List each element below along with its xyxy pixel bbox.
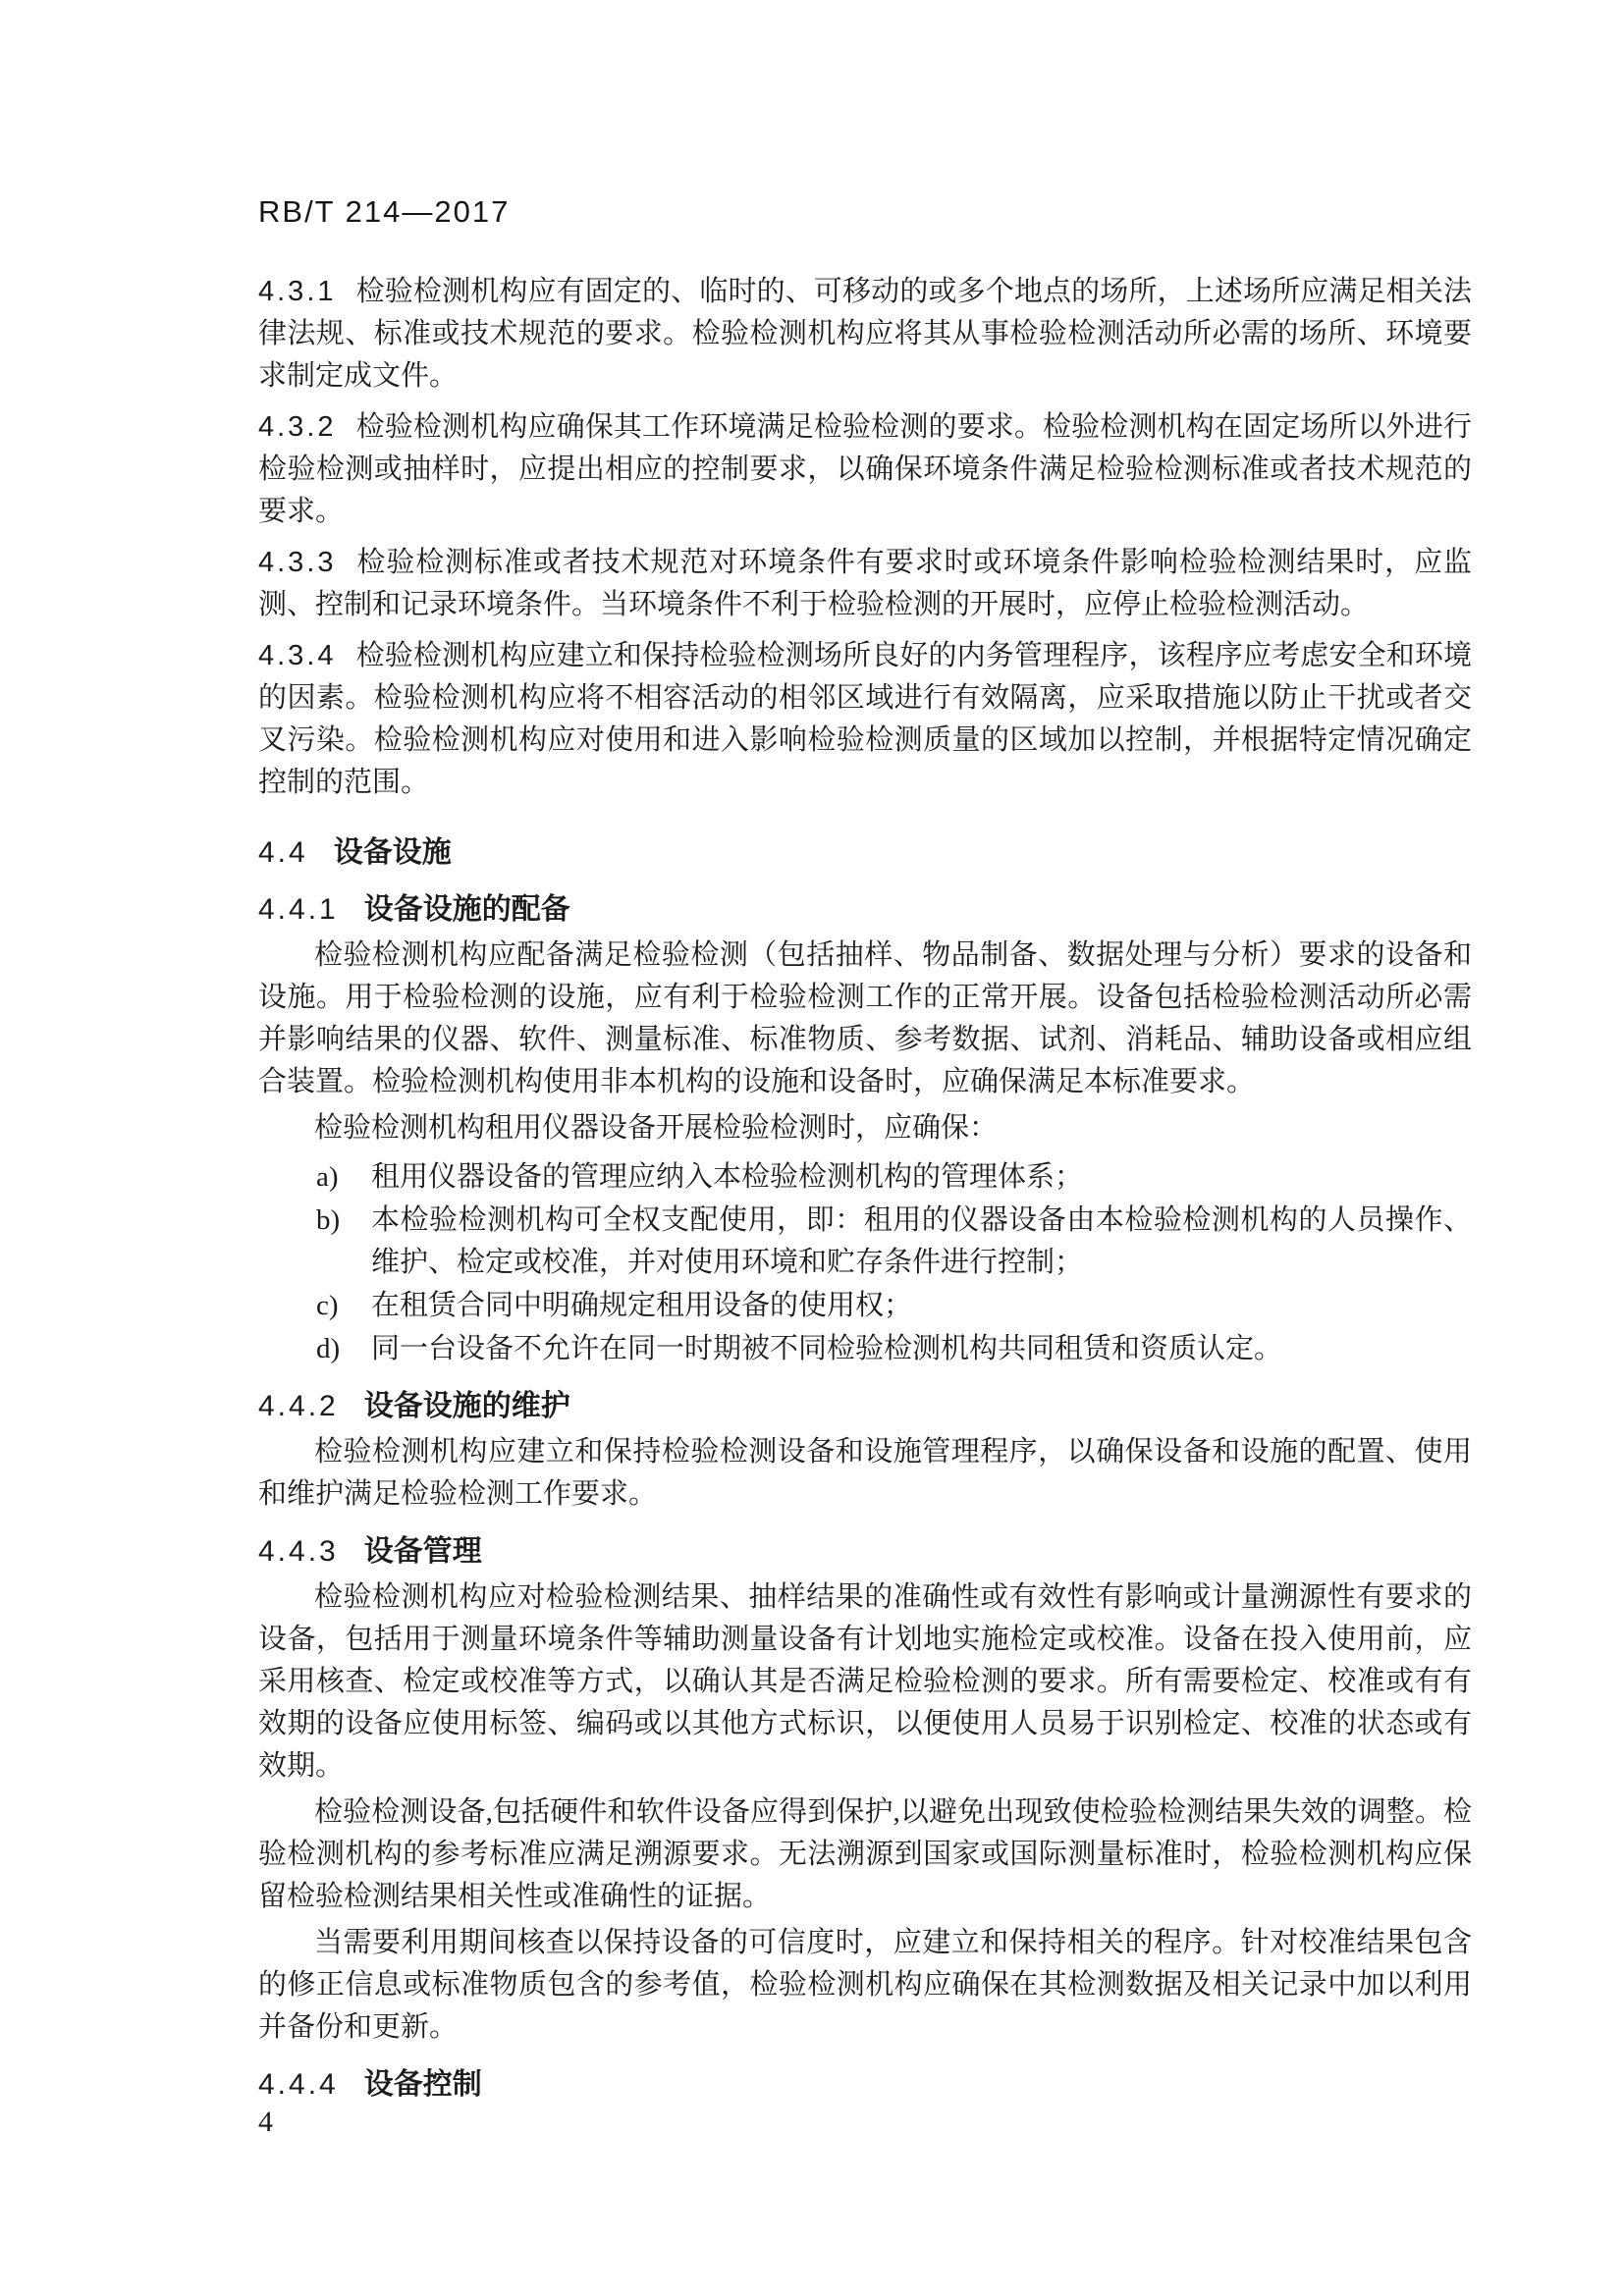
list-marker: b) <box>316 1204 341 1236</box>
heading-number: 4.4 <box>258 836 308 869</box>
paragraph-equipment-provision: 检验检测机构应配备满足检验检测（包括抽样、物品制备、数据处理与分析）要求的设备和设施。用于检验检测的设施，应有利于检验检测工作的正常开展。设备包括检验检测活动所必需并影响结果的仪器、软件、测量标准、标准物质、参考数据、试剂、消耗品、辅助设备或相应组合装置。检验检测机构使用非本机构的设施和设备时，应确保满足本标准要求。 <box>258 939 1472 1097</box>
list-item-a <box>258 1156 1472 1199</box>
section-heading-4-4 <box>258 831 1472 874</box>
clause-4-3-3 <box>258 542 1472 626</box>
paragraph-equipment-management-3: 当需要利用期间核查以保持设备的可信度时，应建立和保持相关的程序。针对校准结果包含的修正信息或标准物质包含的参考值，检验检测机构应确保在其检测数据及相关记录中加以利用并备份和更新。 <box>258 1927 1472 2043</box>
heading-title: 设备控制 <box>363 2068 482 2101</box>
clause-text: 检验检测标准或者技术规范对环境条件有要求时或环境条件影响检验检测结果时，应监测、控制和记录环境条件。当环境条件不利于检验检测的开展时，应停止检验检测活动。 <box>258 547 1472 620</box>
list-item-text: 在租赁合同中明确规定租用设备的使用权； <box>371 1290 913 1321</box>
list-marker: a) <box>316 1161 339 1193</box>
standard-code-header: RB/T 214—2017 <box>258 194 511 229</box>
section-heading-4-4-2 <box>258 1385 1472 1427</box>
heading-title: 设备管理 <box>363 1535 482 1568</box>
section-heading-4-4-4 <box>258 2063 1472 2106</box>
list-marker: c) <box>316 1290 339 1321</box>
paragraph-lease-lead-in: 检验检测机构租用仪器设备开展检验检测时，应确保： <box>314 1112 999 1144</box>
list-item-d <box>258 1328 1472 1370</box>
heading-number: 4.4.1 <box>258 893 339 926</box>
section-heading-4-4-3 <box>258 1530 1472 1573</box>
heading-number: 4.4.4 <box>258 2068 339 2101</box>
clause-text: 检验检测机构应确保其工作环境满足检验检测的要求。检验检测机构在固定场所以外进行检验检测或抽样时，应提出相应的控制要求，以确保环境条件满足检验检测标准或者技术规范的要求。 <box>258 411 1472 527</box>
clause-number: 4.3.4 <box>258 640 337 671</box>
list-item-text: 同一台设备不允许在同一时期被不同检验检测机构共同租赁和资质认定。 <box>371 1333 1283 1364</box>
page-number: 4 <box>258 2106 273 2138</box>
lease-conditions-list <box>258 1156 1472 1370</box>
list-item-text: 租用仪器设备的管理应纳入本检验检测机构的管理体系； <box>371 1161 1084 1193</box>
heading-title: 设备设施的维护 <box>363 1390 570 1422</box>
list-marker: d) <box>316 1333 341 1364</box>
clause-text: 检验检测机构应建立和保持检验检测场所良好的内务管理程序，该程序应考虑安全和环境的因素。检验检测机构应将不相容活动的相邻区域进行有效隔离，应采取措施以防止干扰或者交叉污染。检验检测机构应对使用和进入影响检验检测质量的区域加以控制，并根据特定情况确定控制的范围。 <box>258 640 1472 798</box>
clause-4-3-2 <box>258 406 1472 533</box>
clause-4-3-4 <box>258 635 1472 804</box>
page-content <box>258 196 1472 2109</box>
clause-number: 4.3.2 <box>258 411 337 443</box>
list-item-b <box>258 1200 1472 1284</box>
clause-text: 检验检测机构应有固定的、临时的、可移动的或多个地点的场所，上述场所应满足相关法律法规、标准或技术规范的要求。检验检测机构应将其从事检验检测活动所必需的场所、环境要求制定成文件。 <box>258 276 1472 392</box>
heading-title: 设备设施 <box>333 836 452 869</box>
heading-title: 设备设施的配备 <box>363 893 570 926</box>
list-item-c <box>258 1285 1472 1327</box>
paragraph-equipment-management-1: 检验检测机构应对检验检测结果、抽样结果的准确性或有效性有影响或计量溯源性有要求的设备，包括用于测量环境条件等辅助测量设备有计划地实施检定或校准。设备在投入使用前，应采用核查、检定或校准等方式，以确认其是否满足检验检测的要求。所有需要检定、校准或有有效期的设备应使用标签、编码或以其他方式标识，以便使用人员易于识别检定、校准的状态或有效期。 <box>258 1581 1472 1782</box>
clause-number: 4.3.1 <box>258 276 337 307</box>
paragraph-equipment-maintenance: 检验检测机构应建立和保持检验检测设备和设施管理程序，以确保设备和设施的配置、使用和维护满足检验检测工作要求。 <box>258 1436 1472 1510</box>
list-item-text: 本检验检测机构可全权支配使用，即：租用的仪器设备由本检验检测机构的人员操作、维护、检定或校准，并对使用环境和贮存条件进行控制； <box>371 1204 1472 1278</box>
clause-number: 4.3.3 <box>258 547 337 578</box>
heading-number: 4.4.3 <box>258 1535 339 1568</box>
section-heading-4-4-1 <box>258 888 1472 931</box>
paragraph-equipment-management-2: 检验检测设备,包括硬件和软件设备应得到保护,以避免出现致使检验检测结果失效的调整。检验检测机构的参考标准应满足溯源要求。无法溯源到国家或国际测量标准时，检验检测机构应保留检验检测结果相关性或准确性的证据。 <box>258 1796 1472 1912</box>
heading-number: 4.4.2 <box>258 1390 339 1422</box>
clause-4-3-1 <box>258 271 1472 398</box>
